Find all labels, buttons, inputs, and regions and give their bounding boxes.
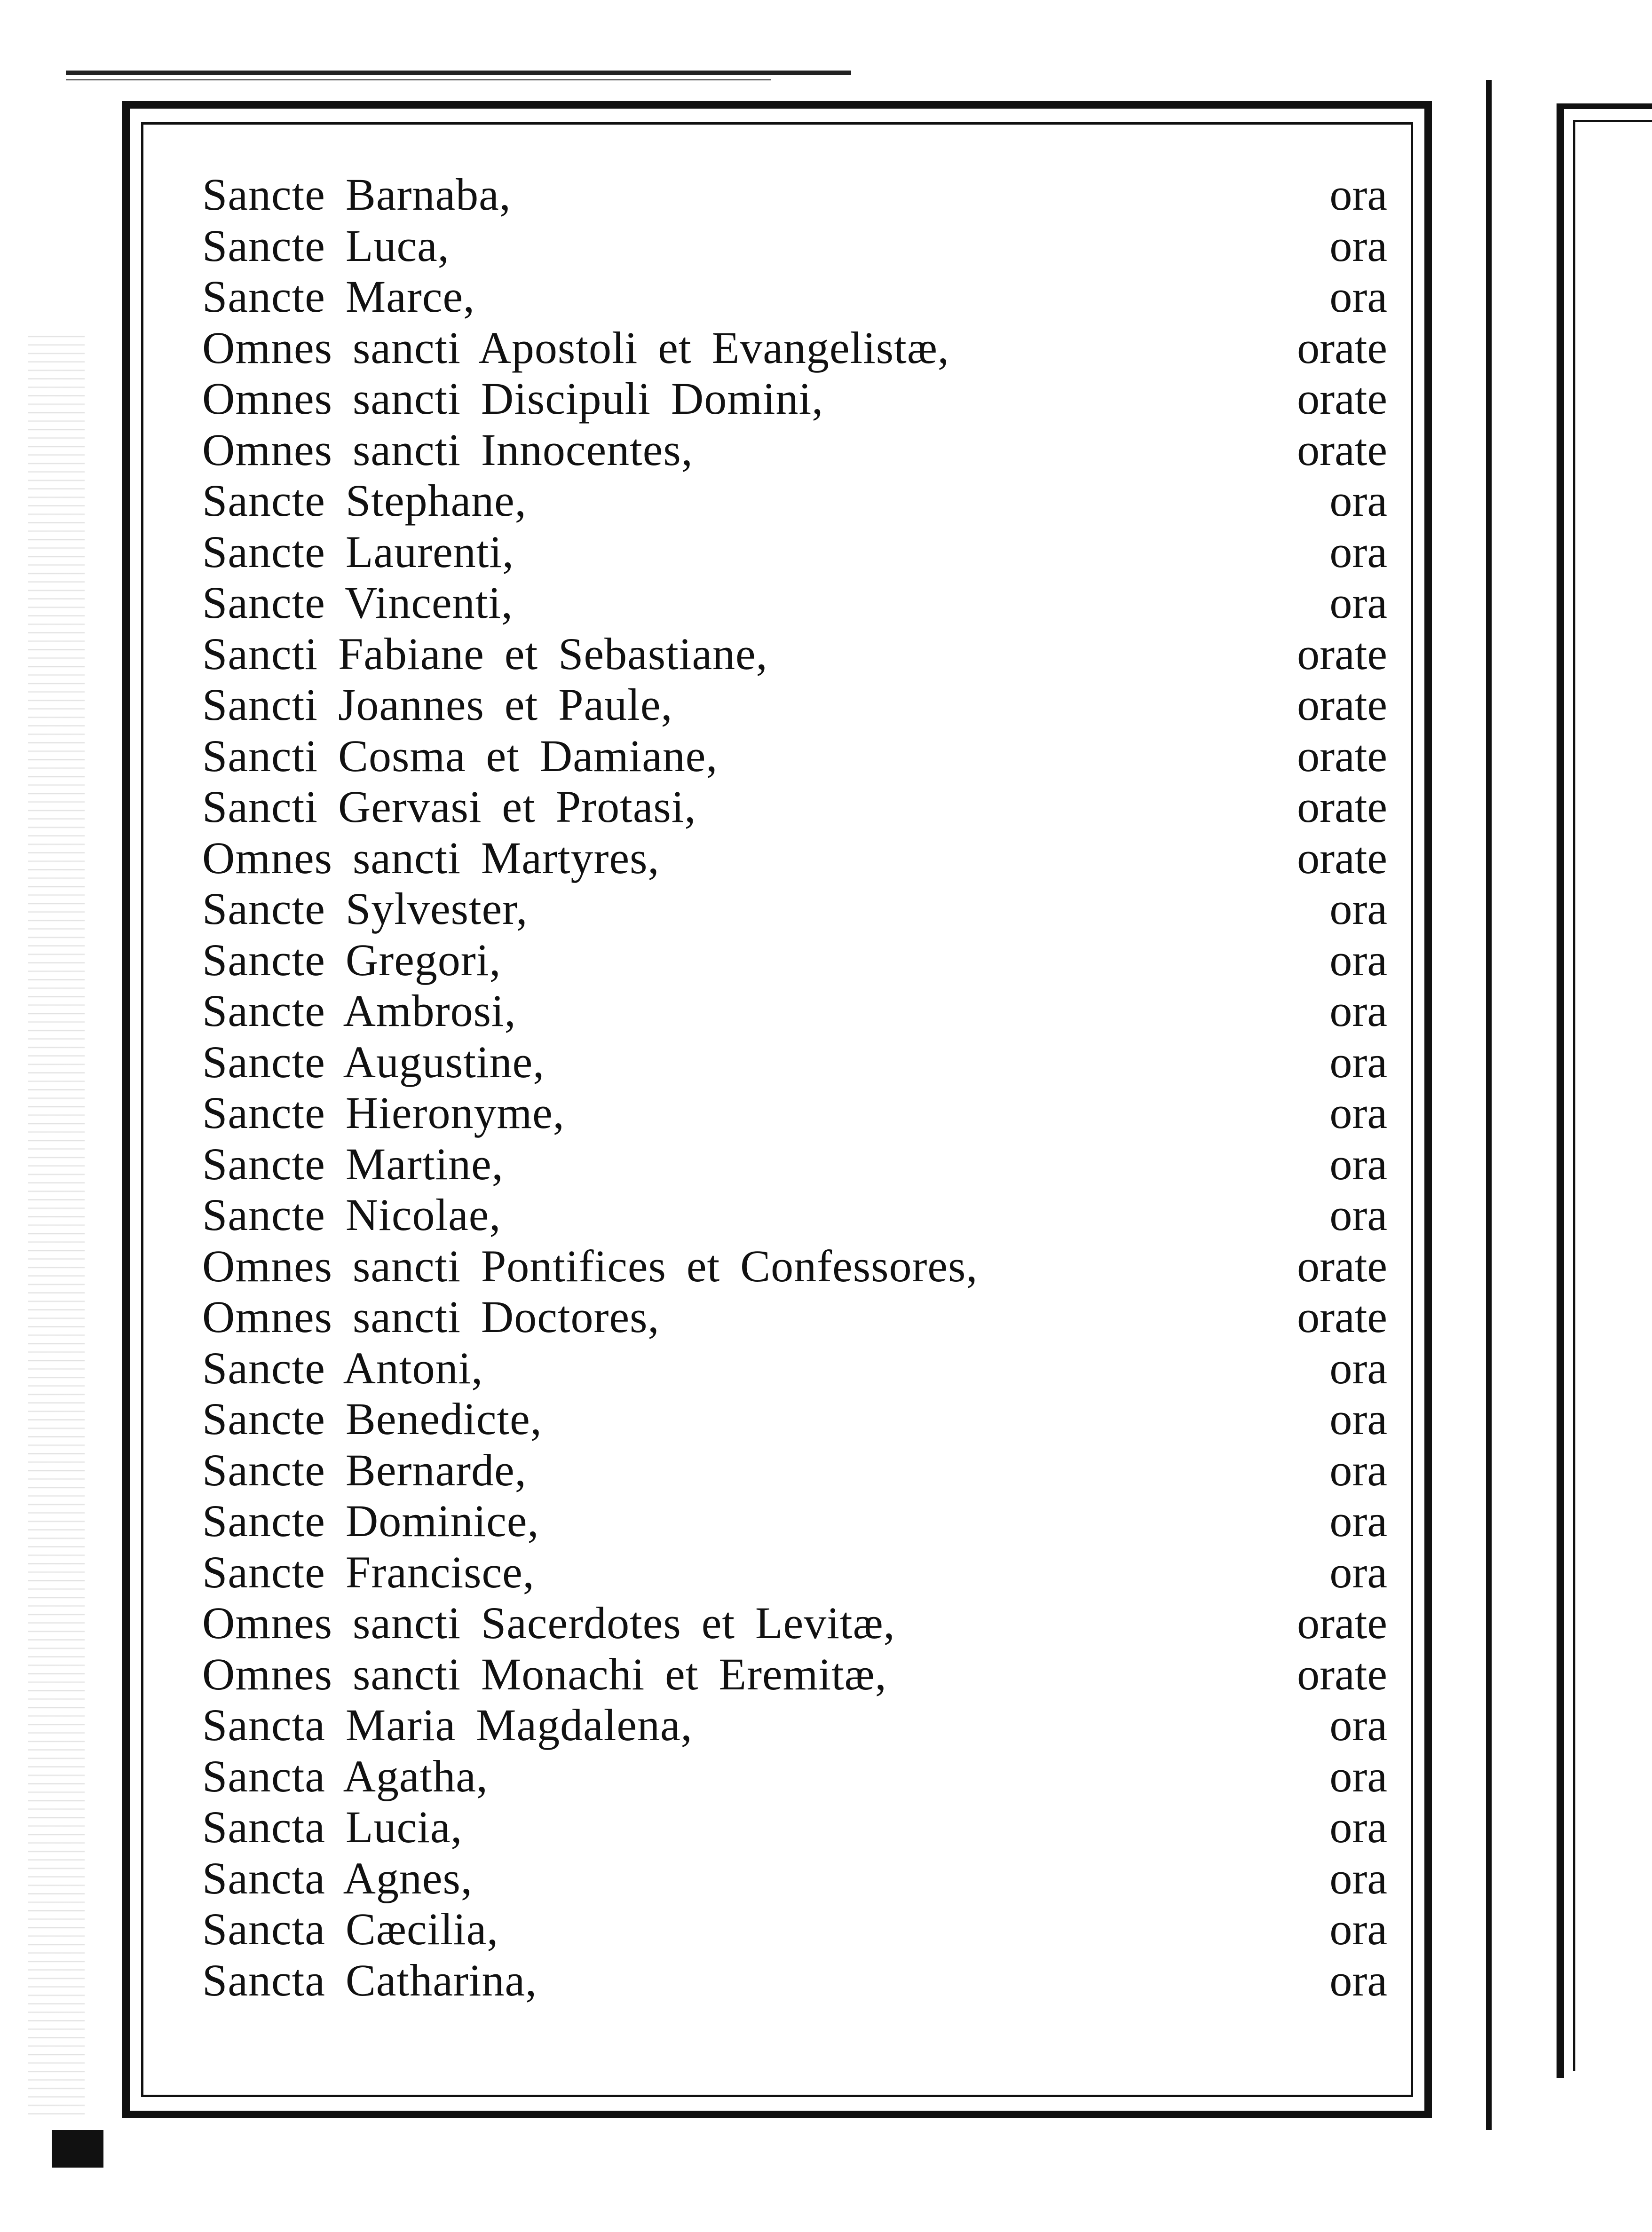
litany-line bbox=[202, 1853, 1387, 1904]
response-text: ora bbox=[1329, 526, 1387, 577]
response-text: ora bbox=[1329, 475, 1387, 526]
litany-line bbox=[202, 935, 1387, 986]
invocation-text: Omnes sancti Discipuli Domini, bbox=[202, 373, 824, 424]
invocation-text: Sancte Marce, bbox=[202, 271, 475, 322]
litany-line bbox=[202, 1394, 1387, 1445]
litany-line bbox=[202, 1139, 1387, 1190]
response-text: ora bbox=[1329, 1496, 1387, 1546]
litany-line bbox=[202, 1292, 1387, 1343]
invocation-text: Omnes sancti Apostoli et Evangelistæ, bbox=[202, 322, 949, 373]
litany-line bbox=[202, 883, 1387, 935]
response-text: orate bbox=[1297, 730, 1387, 781]
invocation-text: Sancta Cæcilia, bbox=[202, 1904, 499, 1954]
response-text: orate bbox=[1297, 832, 1387, 883]
litany-line bbox=[202, 1241, 1387, 1292]
invocation-text: Omnes sancti Pontifices et Confessores, bbox=[202, 1240, 978, 1291]
litany-line bbox=[202, 1802, 1387, 1853]
invocation-text: Sancti Fabiane et Sebastiane, bbox=[202, 628, 768, 679]
litany-line bbox=[202, 1547, 1387, 1598]
litany-line bbox=[202, 323, 1387, 374]
invocation-text: Omnes sancti Doctores, bbox=[202, 1292, 660, 1342]
book-gutter bbox=[1486, 80, 1492, 2130]
invocation-text: Sancte Francisce, bbox=[202, 1546, 535, 1597]
invocation-text: Sancte Sylvester, bbox=[202, 883, 528, 934]
litany-line bbox=[202, 527, 1387, 578]
litany-line bbox=[202, 1037, 1387, 1088]
response-text: ora bbox=[1329, 1190, 1387, 1240]
litany-line bbox=[202, 731, 1387, 782]
response-text: orate bbox=[1297, 1240, 1387, 1291]
invocation-text: Sancti Cosma et Damiane, bbox=[202, 730, 718, 781]
response-text: orate bbox=[1297, 1648, 1387, 1699]
litany-line bbox=[202, 221, 1387, 272]
litany-line bbox=[202, 271, 1387, 323]
response-text: ora bbox=[1329, 271, 1387, 322]
litany-line bbox=[202, 629, 1387, 680]
invocation-text: Sancta Lucia, bbox=[202, 1802, 463, 1852]
response-text: ora bbox=[1329, 1955, 1387, 2005]
litany-line bbox=[202, 1955, 1387, 2006]
invocation-text: Sancta Agnes, bbox=[202, 1853, 473, 1903]
response-text: orate bbox=[1297, 424, 1387, 475]
litany-line bbox=[202, 1751, 1387, 1802]
response-text: ora bbox=[1329, 1444, 1387, 1495]
response-text: orate bbox=[1297, 781, 1387, 832]
response-text: orate bbox=[1297, 679, 1387, 730]
facing-page-border-inner bbox=[1573, 120, 1652, 2071]
page-edge-speckle bbox=[28, 329, 85, 2116]
litany-line bbox=[202, 475, 1387, 527]
response-text: ora bbox=[1329, 1853, 1387, 1903]
litany-line bbox=[202, 833, 1387, 884]
invocation-text: Omnes sancti Monachi et Eremitæ, bbox=[202, 1648, 887, 1699]
response-text: ora bbox=[1329, 1342, 1387, 1393]
response-text: ora bbox=[1329, 1546, 1387, 1597]
top-rule-thin bbox=[66, 79, 771, 80]
litany-line bbox=[202, 1700, 1387, 1751]
litany-line bbox=[202, 1088, 1387, 1139]
response-text: ora bbox=[1329, 1036, 1387, 1087]
response-text: orate bbox=[1297, 628, 1387, 679]
litany-line bbox=[202, 781, 1387, 833]
response-text: ora bbox=[1329, 1394, 1387, 1444]
litany-line bbox=[202, 169, 1387, 221]
response-text: ora bbox=[1329, 934, 1387, 985]
invocation-text: Sancte Gregori, bbox=[202, 934, 501, 985]
litany-line bbox=[202, 1904, 1387, 1955]
invocation-text: Sancte Nicolae, bbox=[202, 1190, 501, 1240]
invocation-text: Sancte Augustine, bbox=[202, 1036, 545, 1087]
litany-line bbox=[202, 1343, 1387, 1394]
litany-line bbox=[202, 1190, 1387, 1241]
response-text: orate bbox=[1297, 1292, 1387, 1342]
litany-line bbox=[202, 577, 1387, 629]
response-text: ora bbox=[1329, 1138, 1387, 1189]
invocation-text: Sancta Maria Magdalena, bbox=[202, 1700, 693, 1750]
corner-ink-mark bbox=[52, 2130, 103, 2168]
response-text: ora bbox=[1329, 1700, 1387, 1750]
invocation-text: Omnes sancti Martyres, bbox=[202, 832, 660, 883]
invocation-text: Sancte Vincenti, bbox=[202, 577, 513, 628]
invocation-text: Sancte Antoni, bbox=[202, 1342, 483, 1393]
litany-line bbox=[202, 1496, 1387, 1547]
invocation-text: Sancte Benedicte, bbox=[202, 1394, 542, 1444]
invocation-text: Sancti Gervasi et Protasi, bbox=[202, 781, 696, 832]
litany-line bbox=[202, 986, 1387, 1037]
response-text: orate bbox=[1297, 373, 1387, 424]
invocation-text: Sancte Martine, bbox=[202, 1138, 504, 1189]
invocation-text: Sancte Hieronyme, bbox=[202, 1088, 565, 1138]
invocation-text: Omnes sancti Innocentes, bbox=[202, 424, 693, 475]
litany-line bbox=[202, 1649, 1387, 1700]
invocation-text: Sancte Barnaba, bbox=[202, 169, 511, 220]
response-text: ora bbox=[1329, 169, 1387, 220]
response-text: ora bbox=[1329, 986, 1387, 1036]
response-text: ora bbox=[1329, 1088, 1387, 1138]
response-text: ora bbox=[1329, 577, 1387, 628]
response-text: ora bbox=[1329, 1751, 1387, 1801]
invocation-text: Sancte Dominice, bbox=[202, 1496, 539, 1546]
invocation-text: Sancti Joannes et Paule, bbox=[202, 679, 673, 730]
litany-line bbox=[202, 679, 1387, 731]
top-rule bbox=[66, 71, 851, 75]
response-text: ora bbox=[1329, 883, 1387, 934]
response-text: orate bbox=[1297, 1598, 1387, 1648]
litany-list bbox=[202, 169, 1387, 2006]
litany-line bbox=[202, 425, 1387, 476]
invocation-text: Sancte Laurenti, bbox=[202, 526, 514, 577]
response-text: ora bbox=[1329, 1802, 1387, 1852]
invocation-text: Sancta Catharina, bbox=[202, 1955, 537, 2005]
invocation-text: Sancta Agatha, bbox=[202, 1751, 488, 1801]
litany-line bbox=[202, 1598, 1387, 1649]
response-text: ora bbox=[1329, 220, 1387, 271]
invocation-text: Sancte Stephane, bbox=[202, 475, 527, 526]
invocation-text: Sancte Luca, bbox=[202, 220, 450, 271]
invocation-text: Sancte Ambrosi, bbox=[202, 986, 516, 1036]
response-text: ora bbox=[1329, 1904, 1387, 1954]
litany-line bbox=[202, 1445, 1387, 1496]
invocation-text: Sancte Bernarde, bbox=[202, 1444, 527, 1495]
response-text: orate bbox=[1297, 322, 1387, 373]
invocation-text: Omnes sancti Sacerdotes et Levitæ, bbox=[202, 1598, 895, 1648]
litany-line bbox=[202, 373, 1387, 425]
